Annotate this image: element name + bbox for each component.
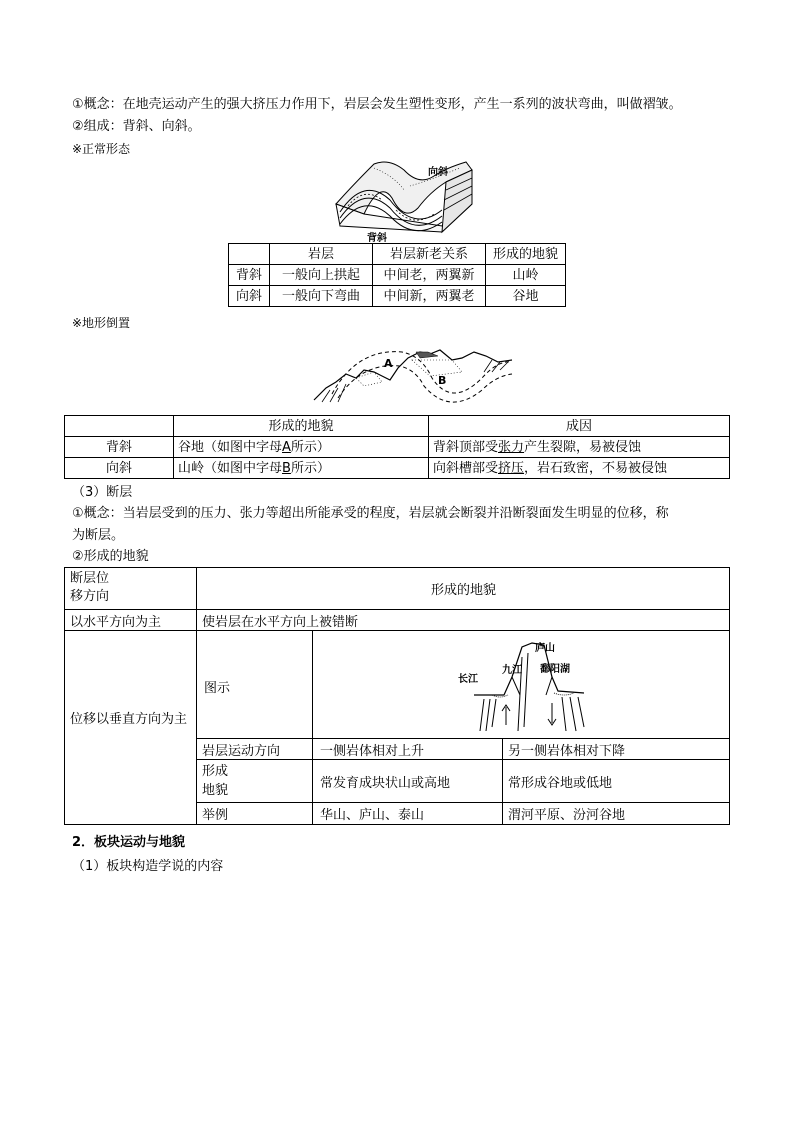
table1-cell: 背斜 [229, 265, 270, 286]
landform-down: 常形成谷地或低地 [508, 776, 613, 791]
landform-text: 山岭（如图中字母 [178, 460, 283, 476]
table2-header-blank [65, 416, 174, 437]
example-up: 华山、庐山、泰山 [320, 808, 425, 823]
normal-form-heading: ※正常形态 [72, 142, 131, 156]
fault-table [64, 567, 730, 825]
terrain-inversion-diagram [312, 338, 518, 404]
fold-normal-table [228, 243, 566, 307]
plate-sub-heading: （1）板块构造学说的内容 [72, 859, 224, 874]
vertical-label: 位移以垂直方向为主 [70, 712, 188, 727]
fault-concept-line2: 为断层。 [72, 528, 125, 543]
header-line: 断层位 [70, 571, 110, 586]
table1-header-strata: 岩层 [270, 244, 373, 265]
fault-block-diagram [466, 637, 596, 735]
landform-letter: B [282, 460, 291, 476]
table1-cell: 一般向下弯曲 [270, 286, 373, 307]
table1-header-landform: 形成的地貌 [486, 244, 566, 265]
fault-concept-line1: ①概念：当岩层受到的压力、张力等超出所能承受的程度，岩层就会断裂并沿断裂面发生明显的位移，称 [72, 506, 669, 521]
fold-block-diagram [334, 156, 474, 242]
table2-header-cause: 成因 [429, 416, 730, 437]
cause-text: 向斜槽部受 [433, 460, 499, 476]
cause-keyword: 挤压 [498, 460, 525, 476]
table1-cell: 向斜 [229, 286, 270, 307]
diagram-label-lushan: 庐山 [535, 643, 555, 654]
landform-text: 所示） [290, 439, 330, 455]
fig1-label-syncline: 向斜 [428, 167, 448, 178]
landform-up: 常发育成块状山或高地 [320, 776, 451, 791]
fig2-label-a: A [384, 357, 393, 370]
motion-down: 另一侧岩体相对下降 [508, 744, 626, 759]
landform-label [202, 762, 228, 800]
table1-cell: 一般向上拱起 [270, 265, 373, 286]
table1-header-blank [229, 244, 270, 265]
diagram-label-poyang: 鄱阳湖 [540, 664, 570, 675]
plate-heading: 2．板块运动与地貌 [72, 835, 186, 850]
fig2-label-b: B [438, 374, 447, 387]
fault-heading: （3）断层 [72, 485, 133, 500]
inverted-heading: ※地形倒置 [72, 316, 131, 330]
table1-cell: 谷地 [486, 286, 566, 307]
motion-up: 一侧岩体相对上升 [320, 744, 425, 759]
horizontal-value: 使岩层在水平方向上被错断 [202, 615, 359, 630]
table1-cell: 中间老，两翼新 [373, 265, 486, 286]
cause-keyword: 张力 [498, 439, 525, 455]
table2-row-name: 背斜 [65, 437, 174, 458]
table2-header-landform: 形成的地貌 [174, 416, 429, 437]
cause-text: 背斜顶部受 [433, 439, 499, 455]
landform-text: 所示） [290, 460, 330, 476]
table2-row-name: 向斜 [65, 458, 174, 479]
table-row [65, 458, 730, 479]
fig1-label-anticline: 背斜 [367, 233, 387, 244]
table-row [229, 265, 566, 286]
table2-landform-cell [174, 437, 429, 458]
table2-landform-cell [174, 458, 429, 479]
terrain-inversion-table [64, 415, 730, 479]
table2-cause-cell [429, 458, 730, 479]
fault-col1-header [70, 570, 109, 606]
fault-col2-header: 形成的地貌 [430, 583, 496, 598]
diagram-label-changjiang: 长江 [458, 674, 478, 685]
landform-letter: A [282, 439, 291, 455]
horizontal-label: 以水平方向为主 [70, 615, 162, 630]
example-label: 举例 [202, 808, 229, 823]
fault-landform-heading: ②形成的地貌 [72, 549, 149, 564]
table-row [229, 286, 566, 307]
table1-header-age: 岩层新老关系 [373, 244, 486, 265]
table-row [65, 437, 730, 458]
example-down: 渭河平原、汾河谷地 [508, 808, 626, 823]
fold-composition: ②组成：背斜、向斜。 [72, 119, 201, 134]
cause-text: ，岩石致密，不易被侵蚀 [524, 460, 668, 476]
fold-concept: ①概念：在地壳运动产生的强大挤压力作用下，岩层会发生塑性变形，产生一系列的波状弯曲，叫做褶皱。 [72, 97, 682, 112]
cause-text: 产生裂隙，易被侵蚀 [524, 439, 642, 455]
label-line: 形成 [202, 764, 229, 779]
landform-text: 谷地（如图中字母 [178, 439, 283, 455]
motion-label: 岩层运动方向 [202, 744, 281, 759]
diagram-label: 图示 [204, 681, 231, 696]
header-line: 移方向 [70, 589, 110, 604]
label-line: 地貌 [202, 783, 229, 798]
table1-cell: 中间新，两翼老 [373, 286, 486, 307]
table1-cell: 山岭 [486, 265, 566, 286]
diagram-label-jiujiang: 九江 [502, 665, 522, 676]
table2-cause-cell [429, 437, 730, 458]
